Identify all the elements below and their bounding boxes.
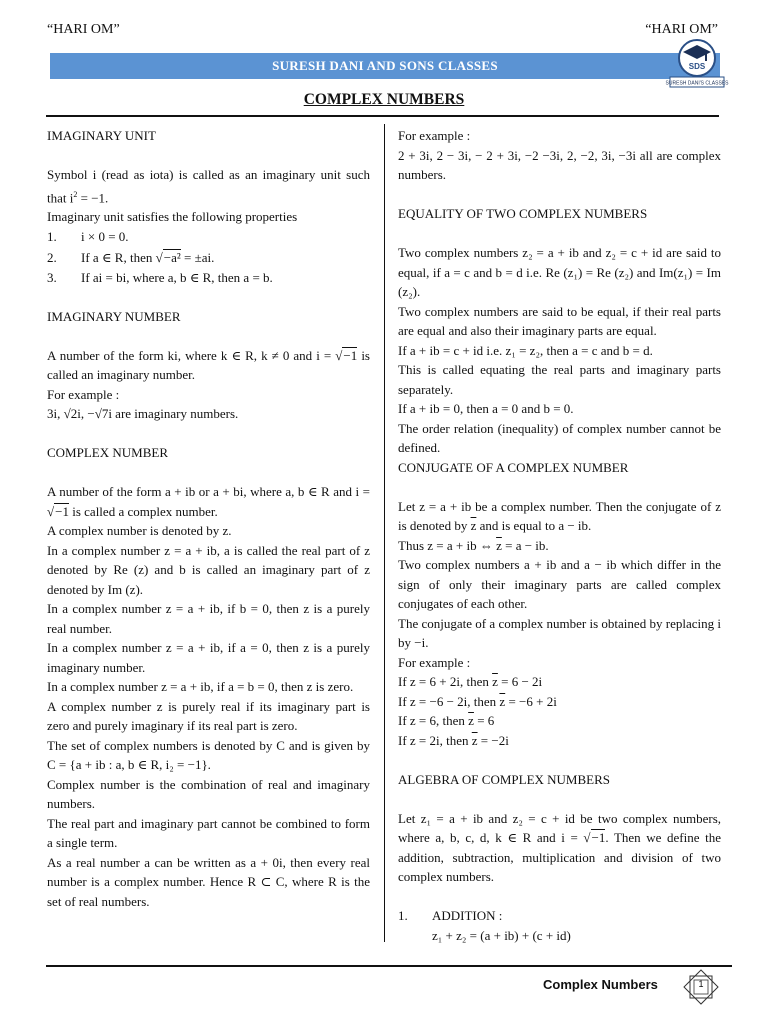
paragraph: Symbol i (read as iota) is called as an imaginary unit such that $i^2 = -1$.	[47, 167, 370, 205]
paragraph: In a complex number z = a + ib, if a = b = 0, then z is zero.	[47, 679, 354, 695]
paragraph: Imaginary unit satisfies the following properties	[47, 209, 298, 225]
header-left: “HARI OM”	[47, 22, 120, 37]
paragraph: The set of complex numbers is denoted by C and is given by C = {a + ib : a, b ∈ R, i₂ = −1}.	[47, 737, 370, 773]
paragraph: Two complex numbers a + ib and a − ib which differ in the sign of only their imaginary parts are called complex conjugates of each other.	[398, 557, 721, 611]
heading-algebra: ALGEBRA OF COMPLEX NUMBERS	[398, 771, 611, 787]
heading-imaginary-number: IMAGINARY NUMBER	[47, 308, 181, 324]
title-rule	[46, 115, 719, 117]
paragraph: A number of the form a + ib or a + bi, where a, b ∈ R and i = √−1 is called a complex number.	[47, 484, 370, 519]
paragraph: A complex number z is purely real if its imaginary part is zero and purely imaginary if its real part is zero.	[47, 698, 370, 734]
paragraph: In a complex number z = a + ib, if b = 0, then z is a purely real number.	[47, 601, 370, 636]
paragraph: 3i, √2i, −√7i are imaginary numbers.	[47, 406, 239, 422]
paragraph: 2 + 3i, 2 − 3i, − 2 + 3i, −2 −3i, 2, −2, 3i, −3i all are complex numbers.	[398, 147, 721, 182]
paragraph: The order relation (inequality) of complex number cannot be defined.	[398, 420, 721, 455]
left-column	[47, 126, 370, 911]
page-number: 1	[698, 979, 704, 989]
list-item: 2. If a ∈ R, then √−a² = ±ai.	[47, 250, 215, 266]
heading-equality: EQUALITY OF TWO COMPLEX NUMBERS	[398, 206, 648, 221]
paragraph: If a + ib = c + id i.e. z₁ = z₂, then a = c and b = d.	[398, 342, 653, 358]
paragraph: Let z = a + ib be a complex number. Then the conjugate of z is denoted by $\overline{z}$ and is equal to a − ib.	[398, 498, 721, 533]
page-title: COMPLEX NUMBERS	[303, 91, 465, 108]
paragraph: Two complex numbers z₂ = a + ib and z₂ = c + id are said to equal, if a = c and b = d i.e. Re (z₁) = Re (z₂) and Im(z₁) = Im (z₂).	[398, 245, 721, 299]
list-item: 3. If ai = bi, where a, b ∈ R, then a = b.	[47, 269, 273, 285]
paragraph: If a + ib = 0, then a = 0 and b = 0.	[398, 401, 574, 416]
paragraph: For example :	[47, 386, 120, 402]
paragraph: Complex number is the combination of real and imaginary numbers.	[47, 776, 370, 812]
formula-line: z₁ + z₂ = (a + ib) + (c + id)	[432, 927, 571, 943]
paragraph: A complex number is denoted by z.	[47, 523, 232, 539]
footer-label: Complex Numbers	[543, 977, 658, 992]
paragraph: Let z₁ = a + ib and z₂ = c + id be two complex numbers, where a, b, c, d, k ∈ R and i = √−1. Then we define the addition, subtraction, multiplication and division of two complex numbers.	[398, 810, 721, 884]
institute-banner: SURESH DANI AND SONS CLASSES	[50, 53, 720, 79]
example-line: If z = 2i, then $\overline{z} = -2i$	[398, 732, 509, 748]
heading-conjugate: CONJUGATE OF A COMPLEX NUMBER	[398, 459, 629, 475]
heading-imaginary-unit: IMAGINARY UNIT	[47, 128, 156, 143]
paragraph: Thus z = a + ib ⇔ $\overline{z} = a$ − ib.	[398, 537, 549, 553]
example-line: If z = 6, then $\overline{z} = 6$	[398, 713, 495, 728]
example-line: If z = 6 + 2i, then $\overline{z} = 6 - 2i$	[398, 674, 543, 689]
column-divider	[384, 124, 385, 942]
paragraph: Two complex numbers are said to be equal, if their real parts are equal and also their imaginary parts are equal.	[398, 303, 721, 338]
logo-text: SURESH DANI'S CLASSES	[665, 80, 729, 87]
paragraph: In a complex number z = a + ib, a is called the real part of z denoted by Re (z) and b is called an imaginary part of z denoted by Im (z).	[47, 542, 370, 597]
paragraph: This is called equating the real parts and imaginary parts separately.	[398, 362, 721, 397]
paragraph: For example :	[398, 654, 471, 670]
paragraph: For example :	[398, 128, 471, 143]
paragraph: The conjugate of a complex number is obtained by replacing i by −i.	[398, 615, 721, 650]
paragraph: As a real number a can be written as a + 0i, then every real number is a complex number. Hence R ⊂ C, where R is the set of real numbers.	[47, 854, 370, 909]
right-column	[398, 126, 721, 945]
header-right: “HARI OM”	[645, 22, 718, 37]
heading-complex-number: COMPLEX NUMBER	[47, 445, 168, 461]
logo-initials: SDS	[688, 62, 706, 71]
example-line: If z = −6 − 2i, then $\overline{z} = -6 + 2i$	[398, 693, 557, 709]
footer-rule	[46, 965, 732, 967]
list-item: 1. i × 0 = 0.	[47, 228, 129, 244]
paragraph: The real part and imaginary part cannot be combined to form a single term.	[47, 815, 370, 851]
institute-logo-icon	[665, 36, 729, 88]
paragraph: A number of the form ki, where k ∈ R, k ≠ 0 and i = √−1 is called an imaginary number.	[47, 347, 370, 383]
list-item: 1. ADDITION :	[398, 908, 503, 923]
paragraph: In a complex number z = a + ib, if a = 0, then z is a purely imaginary number.	[47, 640, 370, 675]
